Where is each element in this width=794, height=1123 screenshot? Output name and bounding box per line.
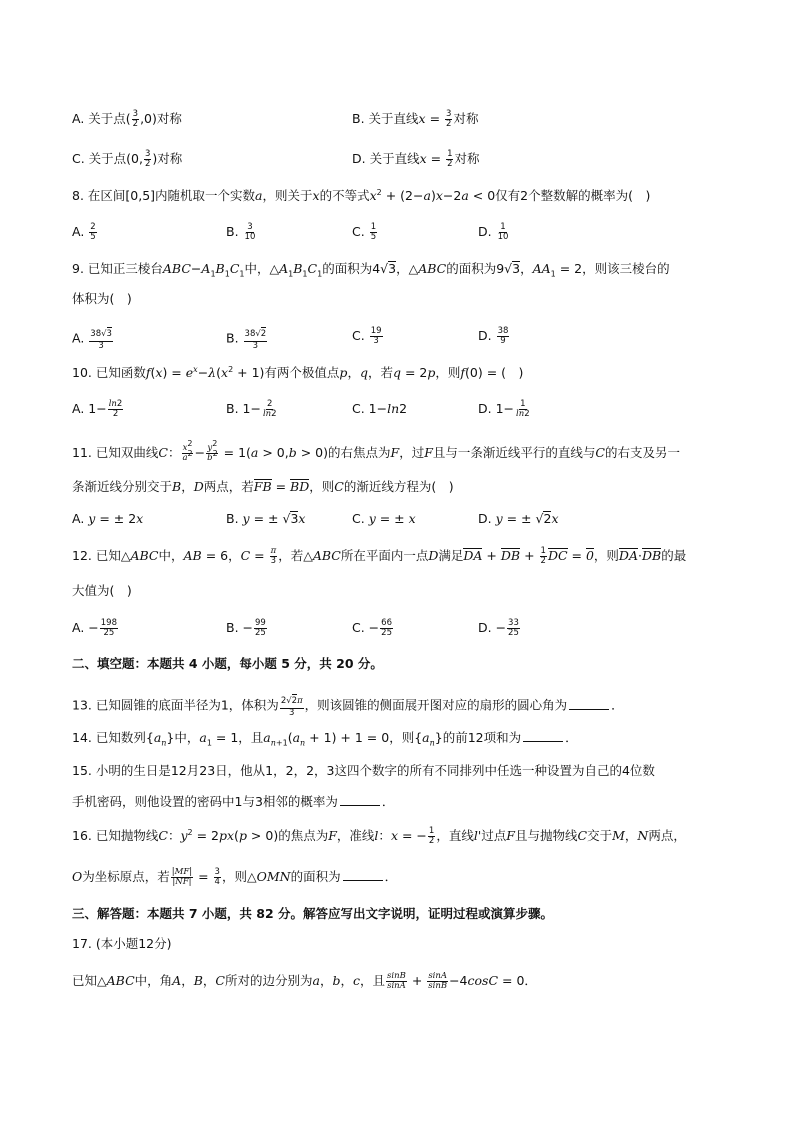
q9-option-c: C. $\frac{19}{3}$ bbox=[352, 326, 382, 346]
q11-option-a: A. y = ± 2x bbox=[72, 511, 144, 526]
q14-stem: 14. 已知数列$\{a_n\}$中，$a_1 = 1$，且$a_{n+1}(a_n + 1) + 1 = 0$，则$\{a_n\}$的前12项和为 ． bbox=[72, 730, 578, 748]
q8-option-b: B. $\frac{3}{10}$ bbox=[226, 222, 256, 242]
q12-stem-line2: 大值为( ) bbox=[72, 583, 132, 598]
q10-option-a: A. 1− $\frac{\ln 2}{2}$ bbox=[72, 399, 123, 419]
q12-stem-line1: 12. 已知△ABC中，AB = 6，C = $\frac{\pi}{3}$ ，若△ABC所在平面内一点D满足DA + DB + $\frac{1}{2}$ DC = 0，则DA·DB的最 bbox=[72, 546, 687, 566]
q10-stem: 10. 已知函数$f(x) = e^x-\lambda(x^2 + 1)$有两个极值点p，q，若q = 2p，则f(0) = ( ) bbox=[72, 364, 524, 380]
q16-stem-line1: 16. 已知抛物线C：$y^2 = 2px(p > 0)$的焦点为F，准线l：x = − $\frac{1}{2}$ ，直线l'过点F且与抛物线C交于M，N两点， bbox=[72, 826, 686, 846]
q9-option-b: B. $\frac{38√2}{3}$ bbox=[226, 329, 267, 351]
q9-option-a: A. $\frac{38√3}{3}$ bbox=[72, 329, 112, 351]
q10-option-b: B. 1− $\frac{2}{\ln 2}$ bbox=[226, 399, 277, 419]
q11-option-c: C. y = ± x bbox=[352, 511, 416, 526]
q8-option-d: D. $\frac{1}{10}$ bbox=[478, 222, 509, 242]
q11-stem-line2: 条渐近线分别交于B，D两点，若FB = BD，则C的渐近线方程为( ) bbox=[72, 479, 454, 494]
q8-stem: 8. 在区间[0,5]内随机取一个实数a，则关于x的不等式$x^2 + (2-a)x-2a < 0$仅有2个整数解的概率为( ) bbox=[72, 187, 651, 203]
q16-stem-line2: O为坐标原点，若 $\frac{|MF|}{|NF|}$ = $\frac{3}{4}$ ，则△OMN的面积为 ． bbox=[72, 867, 398, 887]
q7-option-c: C. 关于点(0, $\frac{3}{2}$ )对称 bbox=[72, 149, 183, 169]
q12-option-c: C. − $\frac{66}{25}$ bbox=[352, 618, 392, 638]
q11-option-b: B. y = ± √3x bbox=[226, 511, 306, 526]
q8-option-c: C. $\frac{1}{5}$ bbox=[352, 222, 377, 242]
q17-stem: 已知△ABC中，角A，B，C所对的边分别为a，b，c，且 $\frac{\sin B}{\sin A}$ + $\frac{\sin A}{\sin B}$ −4cosC = 0． bbox=[72, 971, 537, 991]
q12-option-a: A. − $\frac{198}{25}$ bbox=[72, 618, 117, 638]
section-fill-in-heading: 二、填空题：本题共 4 小题，每小题 5 分，共 20 分。 bbox=[72, 656, 383, 671]
q12-option-d: D. − $\frac{33}{25}$ bbox=[478, 618, 519, 638]
q9-stem-line2: 体积为( ) bbox=[72, 291, 132, 306]
q15-stem-line1: 15. 小明的生日是12月23日，他从1，2，2，3这四个数字的所有不同排列中任选一种设置为自己的4位数 bbox=[72, 763, 655, 778]
q11-option-d: D. y = ± √2x bbox=[478, 511, 559, 526]
q9-option-d: D. $\frac{38}{9}$ bbox=[478, 326, 509, 346]
q8-option-a: A. $\frac{2}{5}$ bbox=[72, 222, 96, 242]
q10-option-d: D. 1− $\frac{1}{\ln 2}$ bbox=[478, 399, 530, 419]
q7-option-a: A. 关于点( $\frac{3}{2}$ ,0)对称 bbox=[72, 109, 182, 129]
q7-option-d: D. 关于直线x = $\frac{1}{2}$ 对称 bbox=[352, 149, 480, 169]
q11-stem-line1: 11. 已知双曲线C： $\frac{x^2}{a^2}$ − $\frac{y^2}{b^2}$ = 1(a > 0,b > 0)的右焦点为F，过F且与一条渐近线平行的直线与C的右支及另一 bbox=[72, 439, 680, 463]
q12-option-b: B. − $\frac{99}{25}$ bbox=[226, 618, 266, 638]
q13-stem: 13. 已知圆锥的底面半径为1，体积为 $\frac{2√2\pi}{3}$ ，则该圆锥的侧面展开图对应的扇形的圆心角为 ． bbox=[72, 696, 624, 718]
q7-option-b: B. 关于直线x = $\frac{3}{2}$ 对称 bbox=[352, 109, 479, 129]
section-solution-heading: 三、解答题：本题共 7 小题，共 82 分。解答应写出文字说明，证明过程或演算步骤。 bbox=[72, 906, 554, 921]
q17-header: 17. (本小题12分) bbox=[72, 936, 172, 951]
q15-stem-line2: 手机密码，则他设置的密码中1与3相邻的概率为 ． bbox=[72, 794, 395, 809]
q10-option-c: C. 1−ln2 bbox=[352, 401, 408, 416]
q9-stem-line1: 9. 已知正三棱台$ABC-A_1B_1C_1$中，$\triangle A_1B_1C_1$的面积为4√3，△ABC的面积为9√3，$AA_1 = 2$，则该三棱台的 bbox=[72, 261, 670, 279]
